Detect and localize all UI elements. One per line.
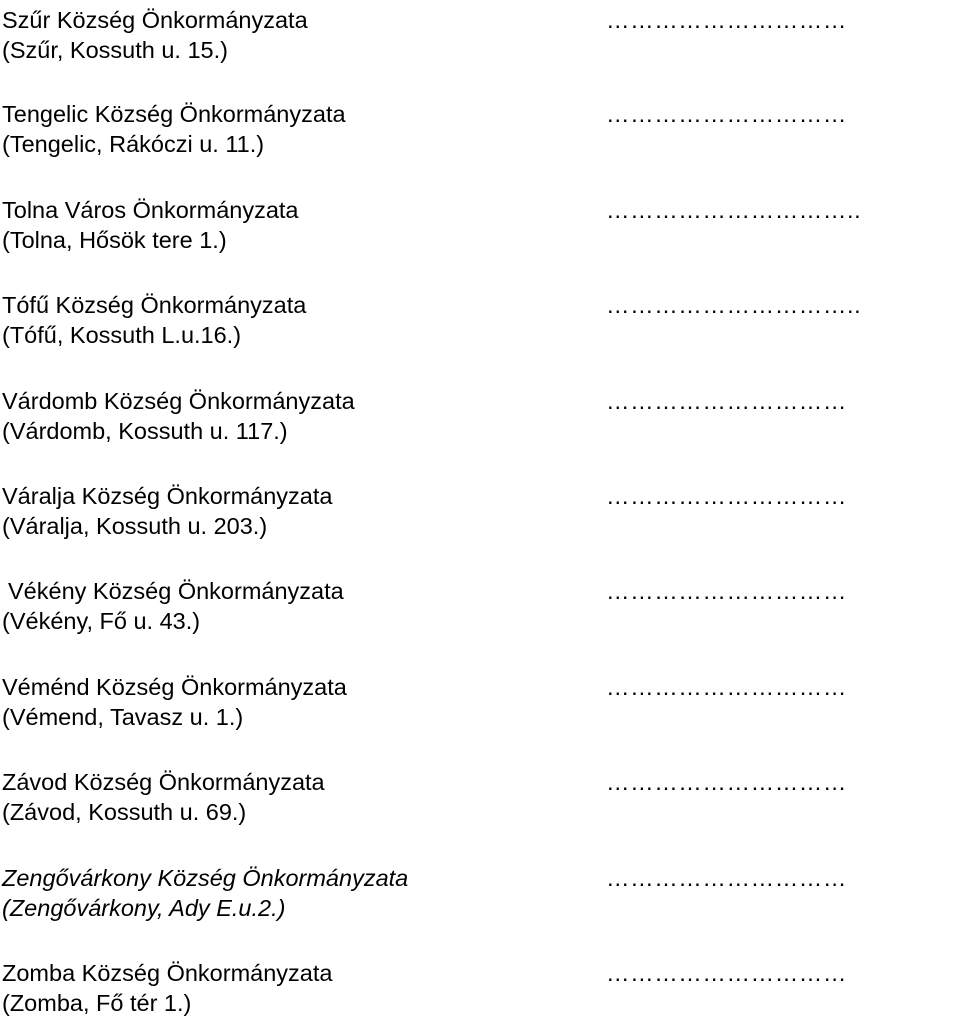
municipality-address: (Vémend, Tavasz u. 1.) bbox=[2, 704, 244, 730]
municipality-name: Vékény Község Önkormányzata bbox=[8, 578, 344, 604]
municipality-name: Tófű Község Önkormányzata bbox=[2, 292, 307, 318]
signature-line: ………………………….. bbox=[606, 197, 862, 223]
signature-line: ………………………….. bbox=[606, 292, 862, 318]
municipality-address: (Zengővárkony, Ady E.u.2.) bbox=[2, 895, 286, 921]
municipality-name: Zomba Község Önkormányzata bbox=[2, 960, 333, 986]
municipality-address: (Tengelic, Rákóczi u. 11.) bbox=[2, 131, 265, 157]
municipality-name: Závod Község Önkormányzata bbox=[2, 769, 325, 795]
entry-tofu bbox=[0, 290, 960, 354]
entry-vemend bbox=[0, 672, 960, 736]
signature-line: ………………………… bbox=[606, 7, 847, 33]
entry-zavod bbox=[0, 767, 960, 831]
signature-line: ………………………… bbox=[606, 578, 847, 604]
entry-vekeny bbox=[0, 576, 960, 640]
municipality-address: (Vékény, Fő u. 43.) bbox=[2, 608, 201, 634]
municipality-address: (Závod, Kossuth u. 69.) bbox=[2, 799, 247, 825]
signature-line: ………………………… bbox=[606, 101, 847, 127]
signature-line: ………………………… bbox=[606, 960, 847, 986]
signature-line: ………………………… bbox=[606, 483, 847, 509]
municipality-name: Tengelic Község Önkormányzata bbox=[2, 101, 346, 127]
entry-vardomb bbox=[0, 386, 960, 450]
entry-szur bbox=[0, 5, 960, 69]
municipality-address: (Váralja, Kossuth u. 203.) bbox=[2, 513, 268, 539]
municipality-address: (Tófű, Kossuth L.u.16.) bbox=[2, 322, 242, 348]
signature-line: ………………………… bbox=[606, 674, 847, 700]
municipality-name: Várdomb Község Önkormányzata bbox=[2, 388, 355, 414]
municipality-address: (Zomba, Fő tér 1.) bbox=[2, 990, 192, 1016]
municipality-name: Váralja Község Önkormányzata bbox=[2, 483, 333, 509]
entry-zengovarkony bbox=[0, 863, 960, 927]
municipality-name: Szűr Község Önkormányzata bbox=[2, 7, 308, 33]
municipality-name: Zengővárkony Község Önkormányzata bbox=[2, 865, 409, 891]
municipality-address: (Várdomb, Kossuth u. 117.) bbox=[2, 418, 288, 444]
entry-tengelic bbox=[0, 99, 960, 163]
municipality-address: (Tolna, Hősök tere 1.) bbox=[2, 227, 227, 253]
entry-tolna bbox=[0, 195, 960, 259]
signature-line: ………………………… bbox=[606, 865, 847, 891]
signature-line: ………………………… bbox=[606, 769, 847, 795]
entry-zomba bbox=[0, 958, 960, 1022]
municipality-address: (Szűr, Kossuth u. 15.) bbox=[2, 37, 228, 63]
signature-line: ………………………… bbox=[606, 388, 847, 414]
municipality-name: Véménd Község Önkormányzata bbox=[2, 674, 347, 700]
municipality-name: Tolna Város Önkormányzata bbox=[2, 197, 299, 223]
entry-varalja bbox=[0, 481, 960, 545]
